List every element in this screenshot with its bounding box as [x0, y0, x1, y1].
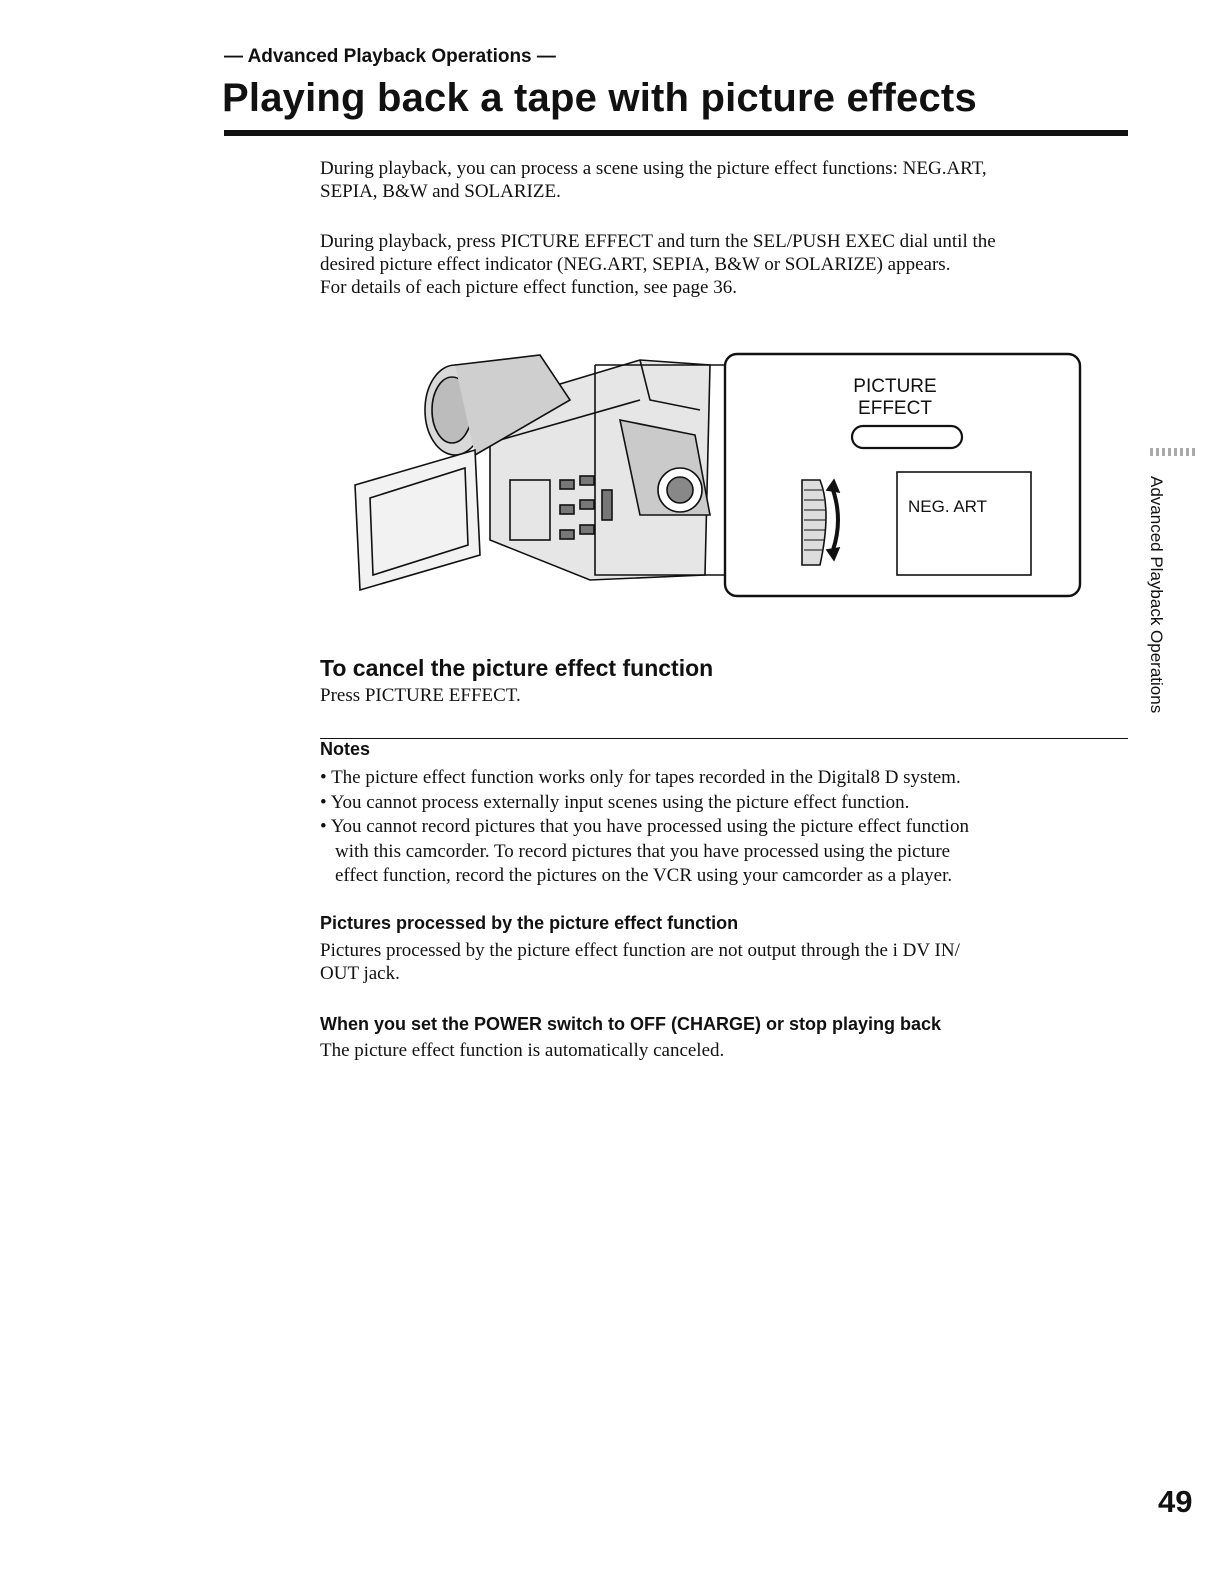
- processed-text: Pictures processed by the picture effect function are not output through the i DV IN/ OUT jack.: [320, 940, 960, 984]
- note-item: • You cannot record pictures that you have processed using the picture effect function with this camcorder. To record pictures that you have processed using the picture effect function, record the pictures on the VCR using your camcorder as a player.: [320, 816, 969, 886]
- side-tab-mark: [1150, 446, 1198, 458]
- display-neg-art-text: NEG. ART: [908, 497, 988, 516]
- intro-paragraph-1: During playback, you can process a scene using the picture effect functions: NEG.ART, SEPIA, B&W and SOLARIZE.: [320, 158, 987, 202]
- page-title: Playing back a tape with picture effects: [222, 76, 977, 120]
- button-label-effect: EFFECT: [858, 398, 932, 419]
- lcd-panel-icon: [355, 450, 480, 590]
- note-item: • You cannot process externally input scenes using the picture effect function.: [320, 791, 910, 813]
- notes-rule: [320, 738, 1128, 739]
- notes-list: [320, 766, 1120, 889]
- display-screen: [897, 472, 1031, 575]
- notes-heading: Notes: [320, 739, 371, 759]
- processed-heading: Pictures processed by the picture effect function: [320, 913, 739, 933]
- title-rule: [224, 130, 1128, 136]
- note-item: • The picture effect function works only for tapes recorded in the Digital8 D system.: [320, 767, 961, 788]
- side-tab-label: Advanced Playback Operations: [1147, 476, 1166, 714]
- camcorder-illustration: [340, 340, 1085, 605]
- power-heading: When you set the POWER switch to OFF (CHARGE) or stop playing back: [320, 1014, 942, 1034]
- cancel-text: Press PICTURE EFFECT.: [320, 685, 521, 706]
- page-number: 49: [1158, 1484, 1193, 1519]
- button-label-picture: PICTURE: [853, 376, 937, 397]
- intro-paragraph-2: During playback, press PICTURE EFFECT and turn the SEL/PUSH EXEC dial until the desired picture effect indicator (NEG.ART, SEPIA, B&W or SOLARIZE) appears. For details of each picture effect function, see page 36.: [320, 231, 996, 298]
- sel-push-exec-dial-icon: [802, 480, 826, 565]
- section-label: — Advanced Playback Operations —: [224, 46, 556, 67]
- power-text: The picture effect function is automatically canceled.: [320, 1040, 725, 1061]
- cancel-heading: To cancel the picture effect function: [320, 655, 714, 681]
